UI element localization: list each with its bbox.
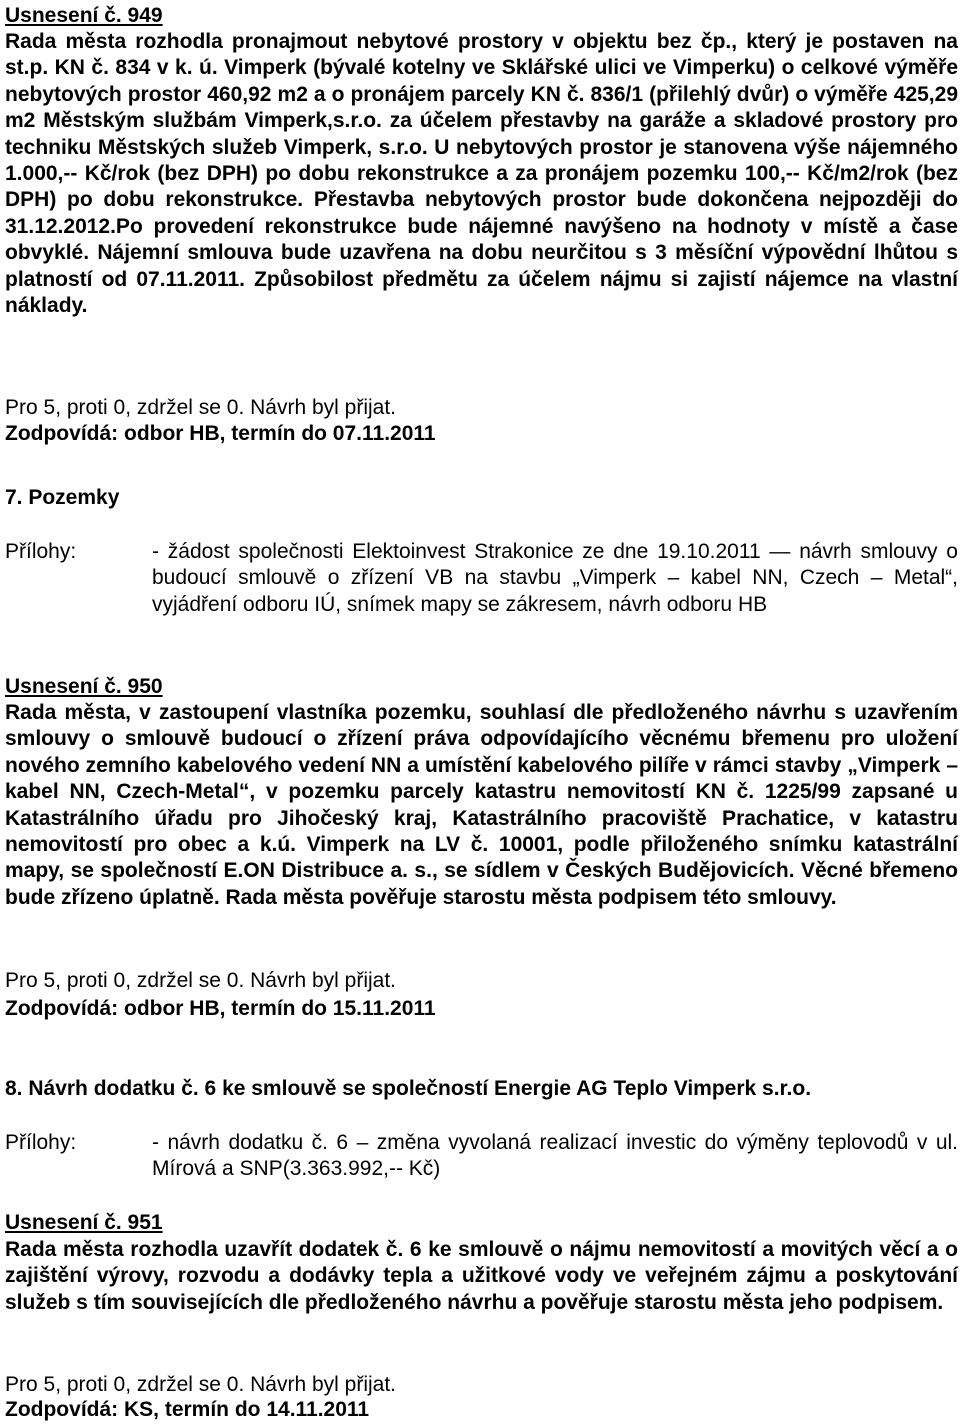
attachments-text: - žádost společnosti Elektoinvest Strakonice ze dne 19.10.2011 — návrh smlouvy o budoucí smlouvě o zřízení VB na stavbu „Vimperk – kabel NN, Czech – Metal“, vyjádření odboru IÚ, snímek mapy se zákresem, návrh odboru HB: [152, 540, 958, 616]
resolution-951-responsible: Zodpovídá: KS, termín do 14.11.2011: [5, 1398, 370, 1421]
resolution-951-vote: Pro 5, proti 0, zdržel se 0. Návrh byl přijat.: [5, 1373, 396, 1396]
resolution-949-responsible: Zodpovídá: odbor HB, termín do 07.11.2011: [5, 422, 436, 445]
attachments-text: - návrh dodatku č. 6 – změna vyvolaná realizací investic do výměny teplovodů v ul. Mírová a SNP(3.363.992,-- Kč): [152, 1131, 958, 1181]
item-7-heading: 7. Pozemky: [5, 486, 120, 509]
resolution-949-body: Rada města rozhodla pronajmout nebytové prostory v objektu bez čp., který je postaven na st.p. KN č. 834 v k. ú. Vimperk (bývalé kotelny ve Sklářské ulici ve Vimperku) o celkové výměře nebytových prostor 460,92 m2 a o pronájem parcely KN č. 836/1 (přilehlý dvůr) o výměře 425,29 m2 Městským službám Vimperk,s.r.o. za účelem přestavby na garáže a skladové prostory pro techniku Městských služeb Vimperk, s.r.o. U nebytových prostor je stanovena výše nájemného 1.000,-- Kč/rok (bez DPH) po dobu rekonstrukce a za pronájem pozemku 100,-- Kč/m2/rok (bez DPH) po dobu rekonstrukce. Přestavba nebytových prostor bude dokončena nejpozději do 31.12.2012.Po provedení rekonstrukce bude nájemné navýšeno na hodnoty v místě a čase obvyklé. Nájemní smlouva bude uzavřena na dobu neurčitou s 3 měsíční výpovědní lhůtou s platností od 07.11.2011. Způsobilost předmětu za účelem nájmu si zajistí nájemce na vlastní náklady.: [5, 30, 958, 318]
resolution-950-heading: Usnesení č. 950: [5, 675, 163, 698]
attachments-label: Přílohy:: [5, 540, 77, 563]
resolution-950-responsible: Zodpovídá: odbor HB, termín do 15.11.2011: [5, 997, 436, 1020]
resolution-949-heading: Usnesení č. 949: [5, 4, 163, 27]
resolution-950-body: Rada města, v zastoupení vlastníka pozemku, souhlasí dle předloženého návrhu s uzavřením smlouvy o smlouvě budoucí o zřízení práva odpovídajícího věcnému břemenu pro uložení nového zemního kabelového vedení NN a umístění kabelového pilíře v rámci stavby „Vimperk – kabel NN, Czech-Metal“, v pozemku parcely katastru nemovitostí KN č. 1225/99 zapsané u Katastrálního úřadu pro Jihočeský kraj, Katastrálního pracoviště Prachatice, v katastru nemovitostí pro obec a k.ú. Vimperk na LV č. 10001, podle přiloženého snímku katastrální mapy, se společností E.ON Distribuce a. s., se sídlem v Českých Budějovicích. Věcné břemeno bude zřízeno úplatně. Rada města pověřuje starostu města podpisem této smlouvy.: [5, 701, 958, 909]
resolution-950-vote: Pro 5, proti 0, zdržel se 0. Návrh byl přijat.: [5, 969, 396, 992]
attachments-label: Přílohy:: [5, 1131, 77, 1154]
resolution-949-vote: Pro 5, proti 0, zdržel se 0. Návrh byl přijat.: [5, 396, 396, 419]
resolution-951-body: Rada města rozhodla uzavřít dodatek č. 6 ke smlouvě o nájmu nemovitostí a movitých věcí a o zajištění výrovy, rozvodu a dodávky tepla a užitkové vody ve veřejném zájmu a poskytování služeb s tím souvisejících dle předloženého návrhu a pověřuje starostu města jeho podpisem.: [5, 1238, 958, 1314]
resolution-951-heading: Usnesení č. 951: [5, 1211, 163, 1234]
item-8-heading: 8. Návrh dodatku č. 6 ke smlouvě se společností Energie AG Teplo Vimperk s.r.o.: [5, 1077, 812, 1100]
